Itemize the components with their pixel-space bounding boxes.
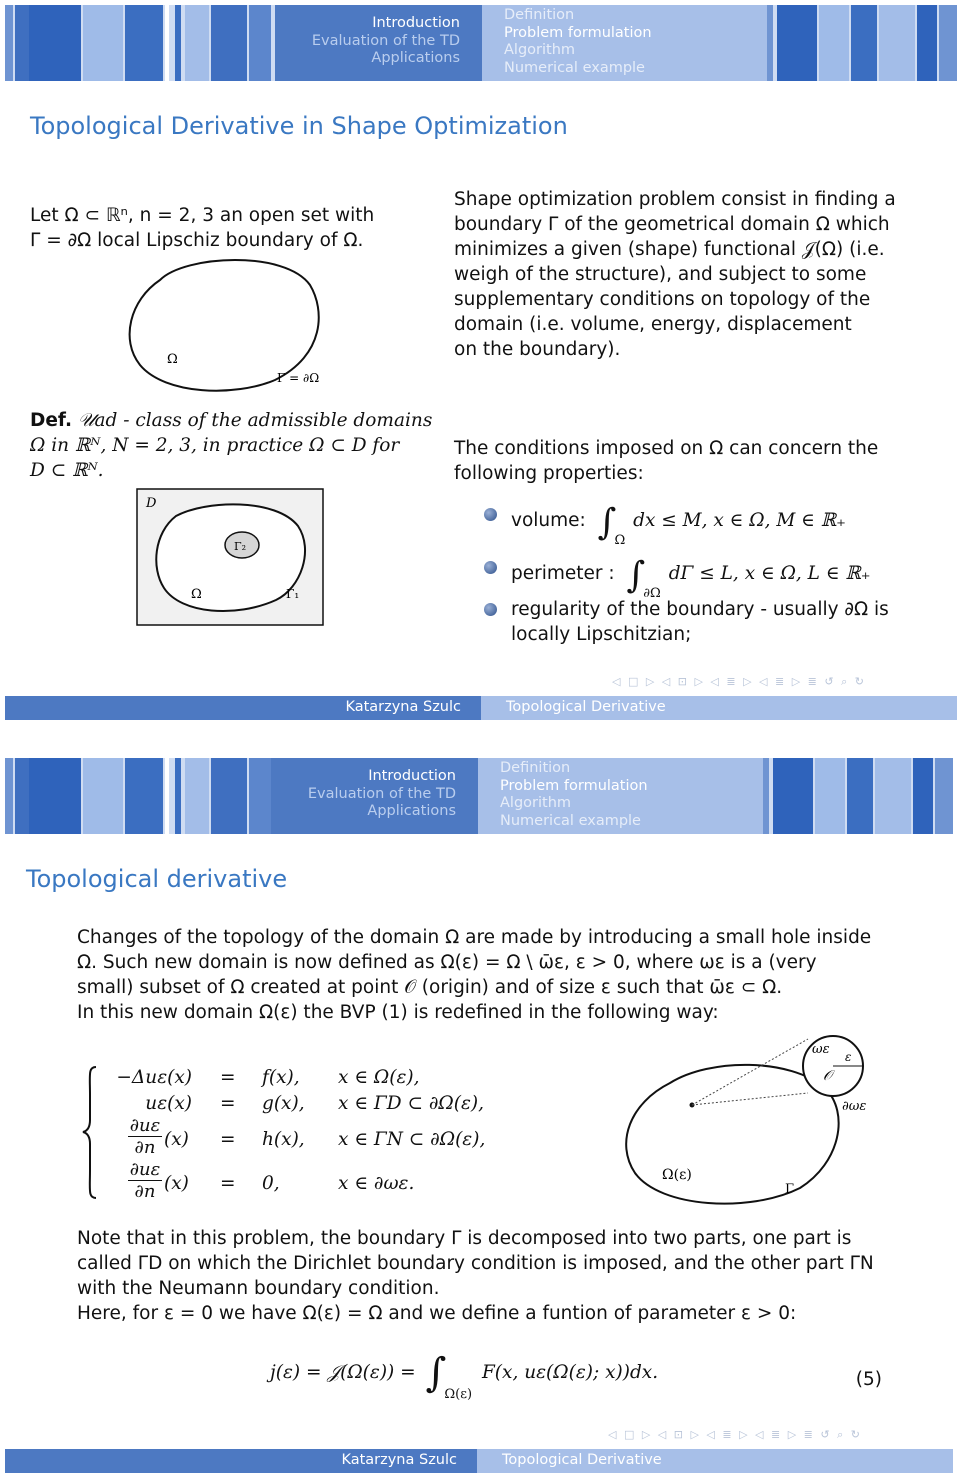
equation-5: j(ε) = 𝒥(Ω(ε)) = $\int_{\Omega(\varepsilon)}$ F(x, uε(Ω(ε); x))dx. (5) <box>270 1350 882 1402</box>
Gamma-label: Γ <box>785 1182 795 1197</box>
eq1-rhs: f(x), <box>262 1067 300 1088</box>
nav-item-numerical-example[interactable]: Numerical example <box>504 59 645 76</box>
bullet-icon <box>484 508 497 521</box>
left-brace <box>82 1065 98 1200</box>
slide-1 <box>0 0 960 730</box>
perimeter-condition: perimeter : $\int_{\partial\Omega}$ dΓ ≤ L, x ∈ Ω, L ∈ ℝ₊ <box>511 555 871 601</box>
bullet-icon <box>484 561 497 574</box>
eq4-rhs: 0, <box>262 1173 280 1194</box>
admissible-domain-figure <box>136 488 324 626</box>
d-label: D <box>146 496 157 511</box>
nav-item-definition[interactable]: Definition <box>500 760 571 776</box>
nav-sections-left <box>275 5 482 81</box>
gamma2-label: Γ₂ <box>234 540 247 553</box>
navigation-header <box>5 758 953 834</box>
omega-label: Ω <box>167 352 178 367</box>
origin-label: 𝒪 <box>823 1068 832 1084</box>
decorative-stripes-right <box>763 758 953 834</box>
slide-title: Topological derivative <box>26 865 288 893</box>
bvp-system <box>82 1065 512 1210</box>
slide-2 <box>0 753 960 1477</box>
beamer-nav-controls[interactable]: ◁ □ ▷ ◁ ⊡ ▷ ◁ ≣ ▷ ◁ ≣ ▷ ≣ ↺ ⌕ ↻ <box>612 675 866 688</box>
eq1-eq: = <box>220 1067 236 1088</box>
nav-sections-right <box>478 758 763 834</box>
slide-title: Topological Derivative in Shape Optimization <box>30 112 568 140</box>
footer-author: Katarzyna Szulc <box>5 1449 477 1473</box>
gamma1-label: Γ₁ <box>286 587 300 601</box>
eq4-cond: x ∈ ∂ωε. <box>338 1173 415 1194</box>
nav-item-algorithm[interactable]: Algorithm <box>500 795 572 811</box>
footer-bar <box>5 1449 953 1473</box>
nav-item-introduction[interactable]: Introduction <box>368 768 456 784</box>
eq4-eq: = <box>220 1173 236 1194</box>
eq3-rhs: h(x), <box>262 1129 305 1150</box>
eq3-lhs-fraction: ∂uε ∂n <box>129 1115 161 1158</box>
definition-text: Def. 𝒰ad - class of the admissible domains Ω in ℝᴺ, N = 2, 3, in practice Ω ⊂ D for D ⊂ ℝᴺ. <box>30 410 433 481</box>
eq2-rhs: g(x), <box>262 1093 305 1114</box>
nav-item-introduction[interactable]: Introduction <box>372 15 460 31</box>
nav-sections-right <box>482 5 767 81</box>
decorative-stripes-left <box>5 758 271 834</box>
footer-author: Katarzyna Szulc <box>5 696 481 720</box>
eps-label: ε <box>845 1050 852 1064</box>
eq3-cond: x ∈ ΓN ⊂ ∂Ω(ε), <box>338 1129 486 1150</box>
conditions-intro: The conditions imposed on Ω can concern the following properties: <box>454 438 879 484</box>
nav-item-evaluation[interactable]: Evaluation of the TD <box>307 785 456 802</box>
domega-label: ∂ωε <box>842 1099 867 1114</box>
eq2-eq: = <box>220 1093 236 1114</box>
navigation-header <box>5 5 957 81</box>
eq1-cond: x ∈ Ω(ε), <box>338 1067 420 1088</box>
decorative-stripes-left <box>5 5 275 81</box>
nav-item-numerical-example[interactable]: Numerical example <box>500 812 641 829</box>
perturbed-domain-figure <box>620 1033 880 1213</box>
eq3-lhs-tail: (x) <box>164 1129 189 1150</box>
nav-item-definition[interactable]: Definition <box>504 7 575 23</box>
nav-item-algorithm[interactable]: Algorithm <box>504 42 576 58</box>
boundary-note-paragraph: Note that in this problem, the boundary Γ is decomposed into two parts, one part is called ΓD on which the Dirichlet boundary condition is imposed, and the other part ΓN with the Neumann boundary condition. Here, for ε = 0 we have Ω(ε) = Ω and we define a funtion of parameter ε > 0: <box>77 1228 874 1324</box>
decorative-stripes-right <box>767 5 957 81</box>
nav-item-problem-formulation[interactable]: Problem formulation <box>504 24 652 41</box>
eq4-lhs-fraction: ∂uε ∂n <box>129 1159 161 1202</box>
eq2-lhs: uε(x) <box>145 1093 192 1114</box>
omega-eps-label: ωε <box>812 1042 830 1057</box>
equation-number: (5) <box>855 1369 882 1390</box>
omega-label: Ω <box>191 587 202 602</box>
nav-item-problem-formulation[interactable]: Problem formulation <box>500 777 648 794</box>
beamer-nav-controls[interactable]: ◁ □ ▷ ◁ ⊡ ▷ ◁ ≣ ▷ ◁ ≣ ▷ ≣ ↺ ⌕ ↻ <box>608 1428 862 1441</box>
nav-item-applications[interactable]: Applications <box>371 50 460 66</box>
eq4-lhs-tail: (x) <box>164 1173 189 1194</box>
footer-bar <box>5 696 957 720</box>
nav-item-evaluation[interactable]: Evaluation of the TD <box>311 32 460 49</box>
nav-sections-left <box>271 758 478 834</box>
gamma-label: Γ = ∂Ω <box>277 371 320 385</box>
eq2-cond: x ∈ ΓD ⊂ ∂Ω(ε), <box>338 1093 484 1114</box>
topology-change-paragraph: Changes of the topology of the domain Ω are made by introducing a small hole inside Ω. Such new domain is now defined as Ω(ε) = Ω \ ω̄ε, ε > 0, where ωε is a (very small) subset of Ω created at point 𝒪 (origin) and of size ε such that ω̄ε ⊂ Ω. In this new domain Ω(ε) the BVP (1) is redefined in the following way: <box>77 927 872 1023</box>
shape-optimization-paragraph: Shape optimization problem consist in finding a boundary Γ of the geometrical domain Ω which minimizes a given (shape) functional 𝒥(Ω) (i.e. weigh of the structure), and subject to some supplementary conditions on topology of the domain (i.e. volume, energy, displacement on the boundary). <box>454 189 896 360</box>
eq3-eq: = <box>220 1129 236 1150</box>
nav-item-applications[interactable]: Applications <box>367 803 456 819</box>
eq1-lhs: −Δuε(x) <box>116 1067 192 1088</box>
bullet-icon <box>484 603 497 616</box>
domain-figure <box>125 255 335 395</box>
regularity-condition: regularity of the boundary - usually ∂Ω is locally Lipschitzian; <box>511 599 889 645</box>
footer-title: Topological Derivative <box>481 696 957 720</box>
volume-condition: volume: $\int_\Omega$ dx ≤ M, x ∈ Ω, M ∈ ℝ₊ <box>511 502 846 548</box>
Omega-eps-label: Ω(ε) <box>662 1167 692 1183</box>
footer-title: Topological Derivative <box>477 1449 953 1473</box>
intro-text: Let Ω ⊂ ℝⁿ, n = 2, 3 an open set with Γ = ∂Ω local Lipschiz boundary of Ω. <box>30 205 375 251</box>
